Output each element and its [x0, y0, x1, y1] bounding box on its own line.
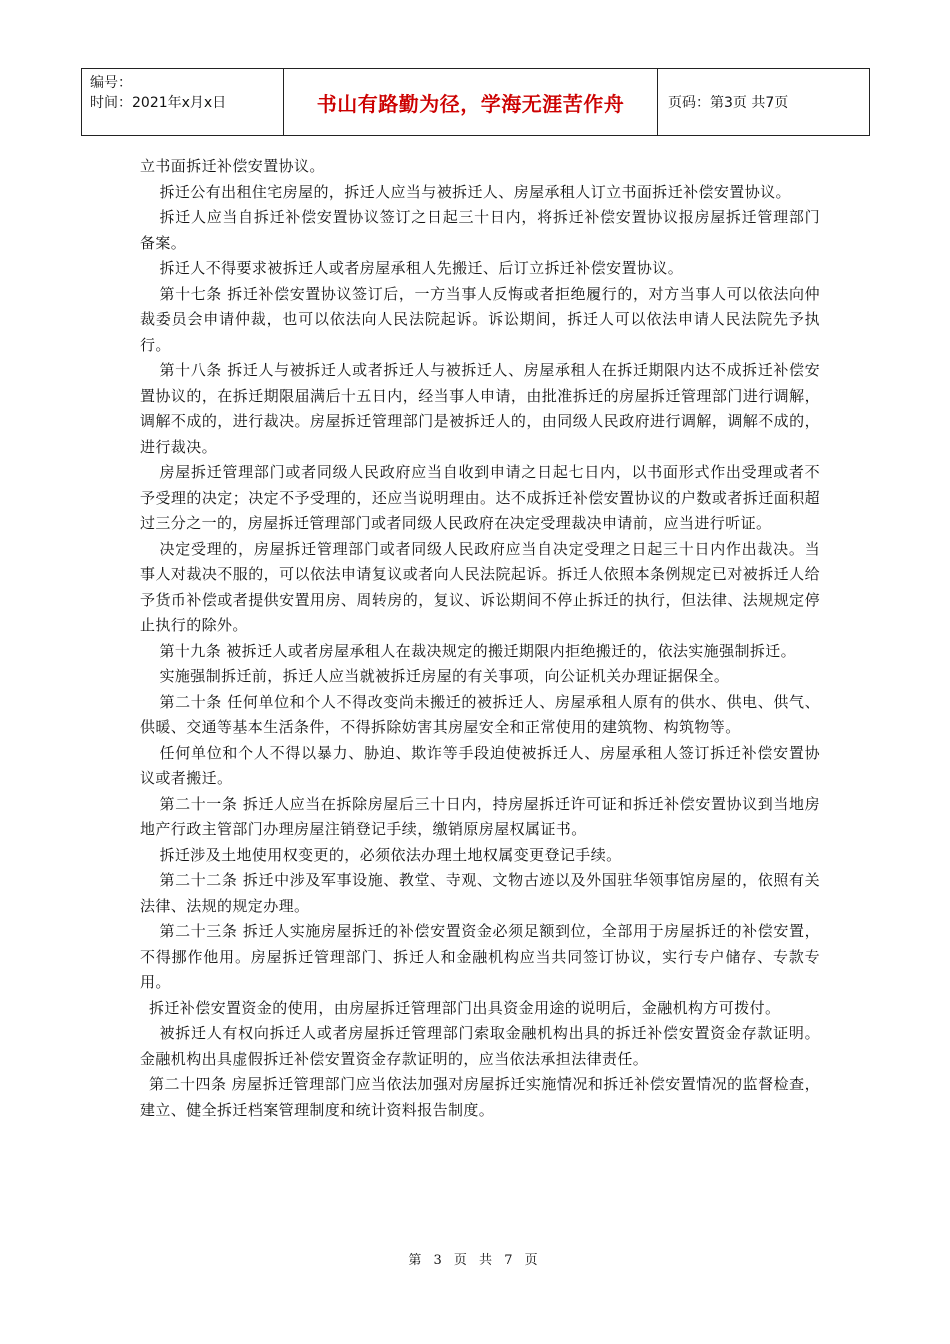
article-24: 第二十四条 房屋拆迁管理部门应当依法加强对房屋拆迁实施情况和拆迁补偿安置情况的监督检查，建立、健全拆迁档案管理制度和统计资料报告制度。: [140, 1075, 820, 1119]
paragraph: 拆迁公有出租住宅房屋的，拆迁人应当与被拆迁人、房屋承租人订立书面拆迁补偿安置协议。: [159, 182, 791, 201]
header-meta: [82, 69, 284, 135]
document-number-label: 编号：: [90, 75, 132, 91]
page-footer: [0, 1249, 950, 1268]
document-date: 时间：2021年x月x日: [90, 95, 227, 111]
header-page-info: [658, 69, 869, 135]
paragraph: 拆迁涉及土地使用权变更的，必须依法办理土地权属变更登记手续。: [159, 845, 622, 864]
paragraph: 任何单位和个人不得以暴力、胁迫、欺诈等手段迫使被拆迁人、房屋承租人签订拆迁补偿安置协议或者搬迁。: [140, 743, 820, 787]
article-22: 第二十二条 拆迁中涉及军事设施、教堂、寺观、文物古迹以及外国驻华领事馆房屋的，依照有关法律、法规的规定办理。: [140, 871, 820, 915]
paragraph: 实施强制拆迁前，拆迁人应当就被拆迁房屋的有关事项，向公证机关办理证据保全。: [159, 667, 730, 685]
article-19: 第十九条 被拆迁人或者房屋承租人在裁决规定的搬迁期限内拒绝搬迁的，依法实施强制拆迁。: [159, 641, 797, 660]
article-20: 第二十条 任何单位和个人不得改变尚未搬迁的被拆迁人、房屋承租人原有的供水、供电、供气、供暖、交通等基本生活条件，不得拆除妨害其房屋安全和正常使用的建筑物、构筑物等。: [140, 692, 820, 736]
paragraph: 拆迁人应当自拆迁补偿安置协议签订之日起三十日内，将拆迁补偿安置协议报房屋拆迁管理部门备案。: [140, 208, 820, 252]
article-23: 第二十三条 拆迁人实施房屋拆迁的补偿安置资金必须足额到位，全部用于房屋拆迁的补偿安置，不得挪作他用。房屋拆迁管理部门、拆迁人和金融机构应当共同签订协议，实行专户储存、专款专用。: [140, 922, 820, 991]
paragraph: 拆迁人不得要求被拆迁人或者房屋承租人先搬迁、后订立拆迁补偿安置协议。: [159, 259, 684, 277]
paragraph: 拆迁补偿安置资金的使用，由房屋拆迁管理部门出具资金用途的说明后，金融机构方可拨付。: [149, 998, 781, 1017]
article-21: 第二十一条 拆迁人应当在拆除房屋后三十日内，持房屋拆迁许可证和拆迁补偿安置协议到当地房地产行政主管部门办理房屋注销登记手续，缴销原房屋权属证书。: [140, 794, 820, 838]
footer-page-number: 第 3 页 共 7 页: [408, 1253, 542, 1268]
article-18: 第十八条 拆迁人与被拆迁人或者拆迁人与被拆迁人、房屋承租人在拆迁期限内达不成拆迁补偿安置协议的，在拆迁期限届满后十五日内，经当事人申请，由批准拆迁的房屋拆迁管理部门进行调解，调解不成的，进行裁决。房屋拆迁管理部门是被拆迁人的，由同级人民政府进行调解，调解不成的，进行裁决。: [140, 361, 820, 456]
paragraph: 被拆迁人有权向拆迁人或者房屋拆迁管理部门索取金融机构出具的拆迁补偿安置资金存款证明。金融机构出具虚假拆迁补偿安置资金存款证明的，应当依法承担法律责任。: [140, 1024, 820, 1068]
page-number-info: 页码：第3页 共7页: [668, 95, 789, 111]
document-body: [140, 154, 820, 1123]
article-17: 第十七条 拆迁补偿安置协议签订后，一方当事人反悔或者拒绝履行的，对方当事人可以依法向仲裁委员会申请仲裁，也可以依法向人民法院起诉。诉讼期间，拆迁人可以依法申请人民法院先予执行。: [140, 284, 820, 354]
header-motto-cell: [284, 69, 658, 135]
page-header: [81, 68, 870, 136]
paragraph: 决定受理的，房屋拆迁管理部门或者同级人民政府应当自决定受理之日起三十日内作出裁决。当事人对裁决不服的，可以依法申请复议或者向人民法院起诉。拆迁人依照本条例规定已对被拆迁人给予货币补偿或者提供安置用房、周转房的，复议、诉讼期间不停止拆迁的执行，但法律、法规规定停止执行的除外。: [140, 539, 820, 634]
paragraph: 房屋拆迁管理部门或者同级人民政府应当自收到申请之日起七日内，以书面形式作出受理或者不予受理的决定；决定不予受理的，还应当说明理由。达不成拆迁补偿安置协议的户数或者拆迁面积超过三分之一的，房屋拆迁管理部门或者同级人民政府在决定受理裁决申请前，应当进行听证。: [140, 463, 820, 532]
motto-text: 书山有路勤为径，学海无涯苦作舟: [316, 91, 625, 116]
paragraph: 立书面拆迁补偿安置协议。: [140, 157, 325, 175]
